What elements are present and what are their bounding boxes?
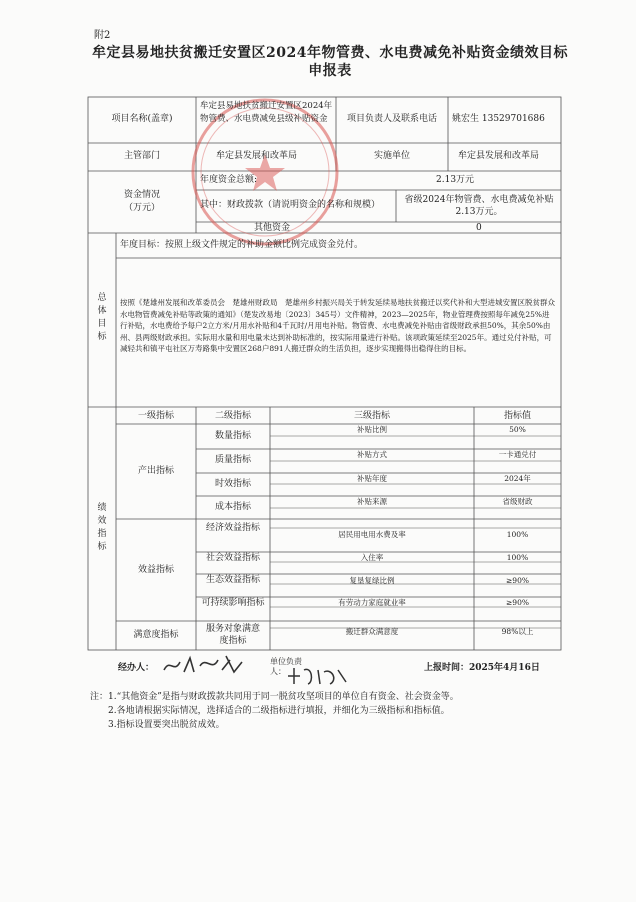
row-value: ≥90% (506, 576, 529, 585)
row-value: 98%以上 (501, 627, 534, 636)
goal-char: 总 (97, 293, 107, 303)
row-level3: 入住率 (360, 553, 384, 562)
note-item: 2.各地请根据实际情况，选择适合的二级指标进行填报，并细化为三级指标和指标值。 (90, 706, 450, 716)
row-value: 100% (506, 530, 529, 539)
unit-leader-label-line2: 人： (270, 667, 286, 676)
title-line-1: 牟定县易地扶贫搬迁安置区2024年物管费、水电费减免补贴资金绩效目标 (92, 45, 568, 61)
row-level2: 成本指标 (214, 502, 251, 512)
dept-label: 主管部门 (123, 151, 160, 161)
notes (90, 690, 459, 732)
row-level2: 社会效益指标 (205, 553, 260, 563)
handler-label: 经办人： (118, 663, 155, 673)
handler-signature (160, 652, 250, 678)
row-level3: 搬迁群众满意度 (345, 627, 399, 636)
header-level3: 三级指标 (353, 411, 390, 421)
row-level3: 补贴来源 (357, 497, 387, 506)
dept-value: 牟定县发展和改革局 (216, 151, 298, 161)
header-value: 指标值 (503, 411, 531, 421)
row-value: 省级财政 (502, 497, 533, 506)
row-level3: 有劳动力家庭就业率 (338, 598, 406, 607)
group-benefit: 效益指标 (137, 565, 174, 575)
funds-label-line2: （万元） (123, 203, 160, 213)
row-value: 一卡通兑付 (498, 450, 537, 459)
row-level2: 数量指标 (214, 431, 251, 441)
attachment-number: 附2 (94, 30, 111, 41)
perf-char: 效 (97, 516, 107, 526)
project-leader-value: 姚宏生 13529701686 (452, 114, 545, 124)
row-level3: 复垦复绿比例 (349, 576, 395, 585)
goal-char: 体 (97, 306, 107, 316)
annual-goal: 年度目标：按照上级文件规定的补助金额比例完成资金兑付。 (120, 240, 364, 250)
row-level2: 时效指标 (214, 479, 251, 489)
perf-char: 绩 (97, 503, 107, 513)
project-name-value: 牟定县易地扶贫搬迁安置区2024年物管费、水电费减免县级补贴资金 (200, 101, 333, 124)
goal-char: 目 (97, 319, 107, 329)
row-level3: 补贴年度 (357, 474, 387, 483)
row-level3: 居民用电用水费及率 (338, 530, 406, 539)
goal-section-label (88, 292, 116, 344)
impl-value: 牟定县发展和改革局 (458, 151, 540, 161)
impl-label: 实施单位 (373, 151, 410, 161)
perf-char: 指 (97, 529, 107, 539)
perf-section-label (88, 502, 116, 554)
report-time: 上报时间：2025年4月16日 (424, 663, 540, 673)
group-satisfaction: 满意度指标 (133, 630, 179, 640)
row-level2: 生态效益指标 (205, 575, 260, 585)
goal-body: 按照《楚雄州发展和改革委员会 楚雄州财政局 楚雄州乡村振兴局关于转发延续易地扶贫搬迁以奖代补和大型进城安置区脱贫群众水电物管费减免补贴等政策的通知》（楚发改易地〔2023〕345号）文件精神，2023—2025年，物业管理费按照每年减免25%进行补贴，水电费给予每户2立方米/月用水补贴和4千瓦时/月用电补贴。物管费、水电费减免补贴由省级财政承担50%，其余50%由州、县两级财政承担。实际用水量和用电量未达到补助标准的，按实际用量进行补贴。该项政策延续至2025年。通过兑付补贴，可减轻共和镇平屯社区万寿路集中安置区268户891人搬迁群众的生活负担，逐步实现搬得出稳得住的目标。 (120, 298, 555, 353)
project-leader-label: 项目负责人及联系电话 (346, 114, 437, 124)
note-item: 注：1.“其他资金”是指与财政拨款共同用于同一脱贫攻坚项目的单位自有资金、社会资金等。 (90, 692, 459, 702)
row-value: 100% (506, 553, 529, 562)
funds-fiscal-label: 其中：财政拨款（请说明资金的名称和规模） (200, 200, 381, 210)
project-name-label: 项目名称(盖章) (111, 114, 173, 124)
funds-fiscal-value: 省级2024年物管费、水电费减免补贴2.13万元。 (404, 195, 554, 217)
unit-leader-signature (284, 664, 354, 688)
funds-total-label: 年度资金总额: (200, 175, 258, 185)
goal-char: 标 (97, 332, 107, 342)
perf-char: 标 (97, 542, 107, 552)
funds-other-value: 0 (476, 223, 482, 233)
row-value: ≥90% (506, 598, 529, 607)
row-level2: 经济效益指标 (205, 523, 260, 533)
row-level2: 服务对象满意度指标 (205, 624, 260, 646)
row-value: 2024年 (504, 474, 531, 483)
row-value: 50% (509, 425, 526, 434)
group-output: 产出指标 (137, 466, 174, 476)
row-level2: 可持续影响指标 (201, 598, 265, 608)
title-line-2: 申报表 (308, 63, 352, 79)
header-level1: 一级指标 (137, 411, 174, 421)
row-level3: 补贴比例 (357, 425, 387, 434)
row-level3: 补贴方式 (357, 450, 387, 459)
row-level2: 质量指标 (214, 455, 251, 465)
note-item: 3.指标设置要突出脱贫成效。 (90, 720, 225, 730)
header-level2: 二级指标 (214, 411, 251, 421)
funds-other-label: 其他资金 (254, 223, 291, 233)
funds-label-line1: 资金情况 (123, 190, 160, 200)
unit-leader-label-line1: 单位负责 (270, 657, 302, 666)
funds-total-value: 2.13万元 (436, 175, 475, 185)
